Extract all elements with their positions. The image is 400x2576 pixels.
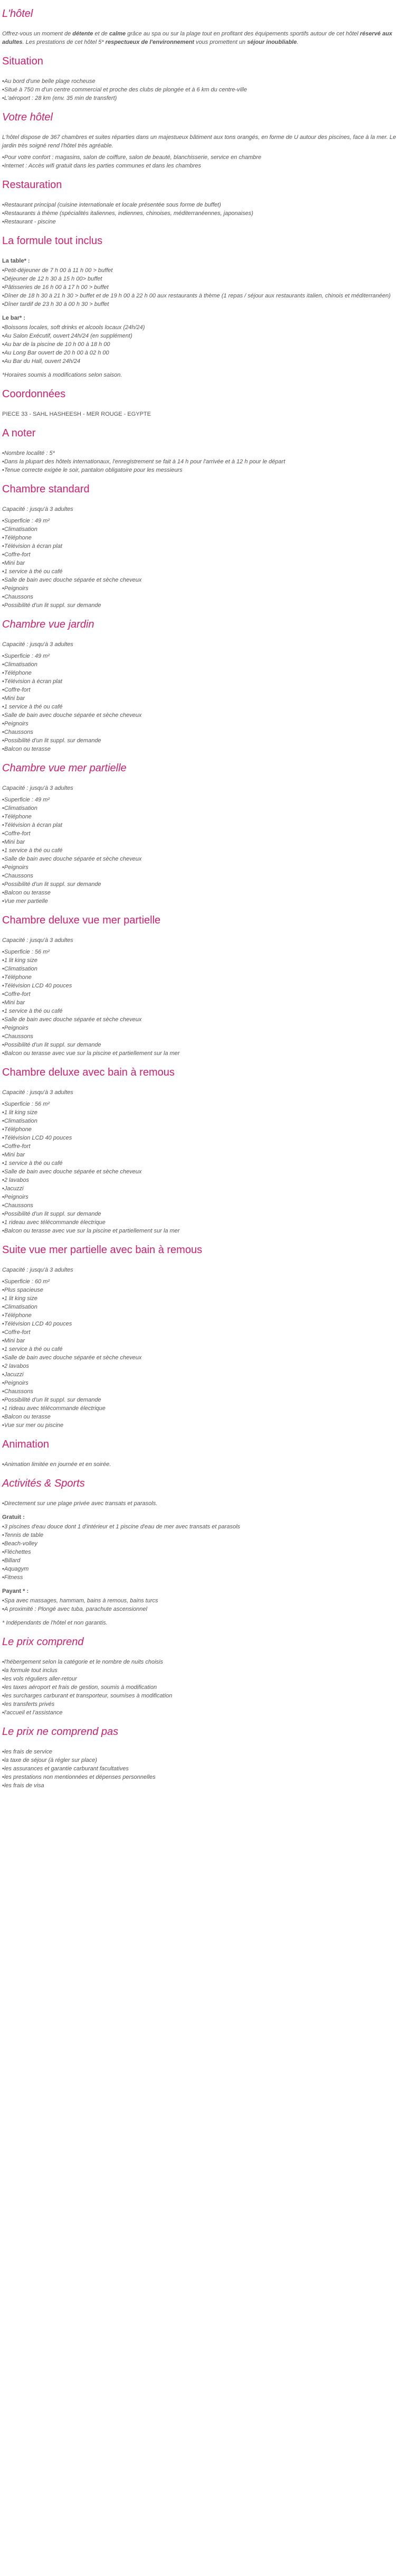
- list-item: • Télévision LCD 40 pouces: [2, 982, 397, 990]
- bullet-list: [2, 1277, 397, 1430]
- list-item: • Climatisation: [2, 965, 397, 973]
- list-item: • Peignoirs: [2, 584, 397, 593]
- section-activites-sports: [2, 1477, 397, 1627]
- list-item: • Balcon ou terasse: [2, 889, 397, 897]
- list-item: • Tenue correcte exigée le soir, pantalon obligatoire pour les messieurs: [2, 466, 397, 474]
- list-item: • Animation limitée en journée et en soirée.: [2, 1460, 397, 1469]
- list-item: • Superficie : 49 m²: [2, 652, 397, 660]
- list-item: • 1 lit king size: [2, 1294, 397, 1303]
- bullet-list: [2, 77, 397, 102]
- section-heading: Votre hôtel: [2, 111, 53, 123]
- footnote: * Indépendants de l'hôtel et non garantis.: [2, 1620, 108, 1626]
- list-item: • Au bord d'une belle plage rocheuse: [2, 77, 397, 86]
- list-item: • Télévision à écran plat: [2, 677, 397, 686]
- list-item: • Peignoirs: [2, 1379, 397, 1387]
- list-item: • Boissons locales, soft drinks et alcools locaux (24h/24): [2, 323, 397, 332]
- list-item: • les frais de service: [2, 1748, 397, 1756]
- list-item: • Coffre-fort: [2, 829, 397, 838]
- list-item: • les transferts privés: [2, 1700, 397, 1709]
- section-heading: Le prix ne comprend pas: [2, 1726, 119, 1738]
- paragraph: PIECE 33 - SAHL HASHEESH - MER ROUGE - EGYPTE: [2, 411, 151, 417]
- list-item: • Coffre-fort: [2, 990, 397, 998]
- list-item: • Plus spacieuse: [2, 1286, 397, 1294]
- section-coordonnees: [2, 388, 397, 418]
- list-item: • L'aéroport : 28 km (env. 35 min de transfert): [2, 94, 397, 102]
- list-item: • les vols réguliers aller-retour: [2, 1675, 397, 1683]
- list-item: • Télévision LCD 40 pouces: [2, 1134, 397, 1142]
- list-item: • Chaussons: [2, 593, 397, 601]
- bullet-list: [2, 517, 397, 610]
- section-heading: Chambre deluxe vue mer partielle: [2, 914, 161, 926]
- list-item: • Possibilité d'un lit suppl. sur demande: [2, 1396, 397, 1404]
- list-item: • Possibilité d'un lit suppl. sur demande: [2, 736, 397, 745]
- list-item: • Beach-volley: [2, 1539, 397, 1548]
- bullet-list: [2, 1499, 397, 1508]
- list-item: • Peignoirs: [2, 1024, 397, 1032]
- list-item: • Télévision LCD 40 pouces: [2, 1320, 397, 1328]
- section-heading: La formule tout inclus: [2, 235, 103, 247]
- section-heading: Activités & Sports: [2, 1478, 85, 1489]
- list-item: • Mini bar: [2, 1337, 397, 1345]
- section-heading: Restauration: [2, 179, 62, 191]
- list-item: • Téléphone: [2, 1125, 397, 1134]
- section-heading: Le prix comprend: [2, 1636, 84, 1648]
- list-item: • Dans la plupart des hôtels internationaux, l'enregistrement se fait à 14 h pour l'arrivée et à 12 h pour le départ: [2, 458, 397, 466]
- subheading: Le bar* :: [2, 315, 26, 321]
- list-item: • Peignoirs: [2, 863, 397, 872]
- list-item: • Climatisation: [2, 660, 397, 669]
- section-heading: Coordonnées: [2, 388, 66, 400]
- list-item: • 1 service à thé ou café: [2, 703, 397, 711]
- list-item: • Téléphone: [2, 813, 397, 821]
- paragraph: Capacité : jusqu'à 3 adultes: [2, 641, 73, 648]
- list-item: • Dîner tardif de 23 h 30 à 00 h 30 > buffet: [2, 300, 397, 309]
- list-item: • Superficie : 56 m²: [2, 1100, 397, 1108]
- list-item: • Téléphone: [2, 973, 397, 982]
- list-item: • Jacuzzi: [2, 1370, 397, 1379]
- list-item: • Téléphone: [2, 669, 397, 677]
- subheading: Gratuit :: [2, 1514, 25, 1520]
- list-item: • Pour votre confort : magasins, salon de coiffure, salon de beauté, blanchisserie, service en chambre: [2, 153, 397, 162]
- list-item: • Situé à 750 m d'un centre commercial et proche des clubs de plongée et à 6 km du centre-ville: [2, 86, 397, 94]
- list-item: • Restaurant - piscine: [2, 218, 397, 226]
- list-item: • Télévision à écran plat: [2, 821, 397, 829]
- list-item: • Salle de bain avec douche séparée et sèche cheveux: [2, 1168, 397, 1176]
- list-item: • Fléchettes: [2, 1548, 397, 1556]
- section-votre-hotel: [2, 111, 397, 170]
- section-la-formule-tout-inclus: [2, 235, 397, 379]
- section-situation: [2, 55, 397, 102]
- paragraph: Capacité : jusqu'à 3 adultes: [2, 506, 73, 512]
- list-item: • 1 service à thé ou café: [2, 567, 397, 576]
- list-item: • A proximité : Plongé avec tuba, parachute ascensionnel: [2, 1605, 397, 1613]
- list-item: • les prestations non mentionnées et dépenses personnelles: [2, 1773, 397, 1781]
- section-chambre-standard: [2, 483, 397, 610]
- list-item: • Billard: [2, 1556, 397, 1565]
- list-item: • Superficie : 60 m²: [2, 1277, 397, 1286]
- list-item: • la taxe de séjour (à régler sur place): [2, 1756, 397, 1765]
- list-item: • Mini bar: [2, 694, 397, 703]
- section-heading: Animation: [2, 1439, 49, 1450]
- list-item: • Au Salon Exécutif, ouvert 24h/24 (en supplément): [2, 332, 397, 340]
- list-item: • Déjeuner de 12 h 30 à 15 h 00> buffet: [2, 275, 397, 283]
- list-item: • Aquagym: [2, 1565, 397, 1573]
- bullet-list: [2, 266, 397, 309]
- list-item: • les assurances et garantie carburant facultatives: [2, 1765, 397, 1773]
- section-le-prix-comprend: [2, 1636, 397, 1717]
- list-item: • 3 piscines d'eau douce dont 1 d'intérieur et 1 piscine d'eau de mer avec transats et parasols: [2, 1523, 397, 1531]
- list-item: • Dîner de 18 h 30 à 21 h 30 > buffet et de 19 h 00 à 22 h 00 aux restaurants à thème (1 repas / séjour aux restaurants italien, chinois et méditerranéen): [2, 292, 397, 300]
- bullet-list: [2, 1658, 397, 1717]
- list-item: • Mini bar: [2, 998, 397, 1007]
- list-item: • Fitness: [2, 1573, 397, 1582]
- list-item: • Salle de bain avec douche séparée et sèche cheveux: [2, 1015, 397, 1024]
- list-item: • Coffre-fort: [2, 686, 397, 694]
- list-item: • Climatisation: [2, 1303, 397, 1311]
- section-heading: Chambre vue jardin: [2, 619, 94, 630]
- section-heading: Chambre vue mer partielle: [2, 762, 127, 774]
- list-item: • Peignoirs: [2, 720, 397, 728]
- paragraph: Capacité : jusqu'à 3 adultes: [2, 1089, 73, 1096]
- list-item: • Salle de bain avec douche séparée et sèche cheveux: [2, 1354, 397, 1362]
- list-item: • Restaurant principal (cuisine internationale et locale présentée sous forme de buffet): [2, 201, 397, 209]
- list-item: • les taxes aéroport et frais de gestion, soumis à modification: [2, 1683, 397, 1692]
- paragraph: Capacité : jusqu'à 3 adultes: [2, 1267, 73, 1273]
- list-item: • 1 service à thé ou café: [2, 1007, 397, 1015]
- list-item: • Mini bar: [2, 1151, 397, 1159]
- section-heading: L'hôtel: [2, 8, 33, 20]
- paragraph: L'hôtel dispose de 367 chambres et suites réparties dans un majestueux bâtiment aux tons orangés, en forme de U autour des piscines, face à la mer. Le jardin très soigné rend l'hôtel très agréable.: [2, 134, 396, 149]
- section-a-noter: [2, 427, 397, 474]
- section-heading: Suite vue mer partielle avec bain à remous: [2, 1244, 203, 1256]
- list-item: • Vue mer partielle: [2, 897, 397, 906]
- footnote: *Horaires soumis à modifications selon saison.: [2, 372, 122, 378]
- section-le-prix-ne-comprend-pas: [2, 1725, 397, 1790]
- list-item: • Coffre-fort: [2, 1328, 397, 1337]
- list-item: • l'hébergement selon la catégorie et le nombre de nuits choisis: [2, 1658, 397, 1666]
- list-item: • l'accueil et l'assistance: [2, 1709, 397, 1717]
- list-item: • Superficie : 49 m²: [2, 517, 397, 525]
- list-item: • Chaussons: [2, 1387, 397, 1396]
- list-item: • Possibilité d'un lit suppl. sur demande: [2, 1041, 397, 1049]
- list-item: • Salle de bain avec douche séparée et sèche cheveux: [2, 855, 397, 863]
- list-item: • Possibilité d'un lit suppl. sur demande: [2, 1210, 397, 1218]
- list-item: • Possibilité d'un lit suppl. sur demande: [2, 880, 397, 889]
- list-item: • 1 service à thé ou café: [2, 846, 397, 855]
- section-heading: Situation: [2, 55, 43, 67]
- bullet-list: [2, 1748, 397, 1790]
- list-item: • Restaurants à thème (spécialités italiennes, indiennes, chinoises, méditerranéennes, japonaises): [2, 209, 397, 218]
- section-chambre-vue-mer-partielle: [2, 762, 397, 906]
- list-item: • Nombre localité : 5*: [2, 449, 397, 458]
- list-item: • Coffre-fort: [2, 1142, 397, 1151]
- list-item: • 2 lavabos: [2, 1362, 397, 1370]
- list-item: • Salle de bain avec douche séparée et sèche cheveux: [2, 576, 397, 584]
- list-item: • 1 lit king size: [2, 956, 397, 965]
- paragraph: Capacité : jusqu'à 3 adultes: [2, 785, 73, 791]
- bullet-list: [2, 1460, 397, 1469]
- section-chambre-deluxe-vue-mer-partielle: [2, 914, 397, 1058]
- section-chambre-vue-jardin: [2, 618, 397, 753]
- list-item: • Directement sur une plage privée avec transats et parasols.: [2, 1499, 397, 1508]
- list-item: • Au Bar du Hall, ouvert 24h/24: [2, 357, 397, 366]
- paragraph: Offrez-vous un moment de détente et de calme grâce au spa ou sur la plage tout en profitant des équipements sportifs autour de cet hôtel réservé aux adultes. Les prestations de cet hôtel 5* respectueux de l'environnement vous promettent un séjour inoubliable.: [2, 31, 393, 45]
- section-heading: A noter: [2, 427, 36, 439]
- list-item: • Téléphone: [2, 534, 397, 542]
- list-item: • Mini bar: [2, 559, 397, 567]
- bullet-list: [2, 201, 397, 226]
- bullet-list: [2, 1100, 397, 1235]
- list-item: • Balcon ou terasse: [2, 1413, 397, 1421]
- list-item: • Balcon ou terasse: [2, 745, 397, 753]
- list-item: • 1 service à thé ou café: [2, 1345, 397, 1354]
- section-heading: Chambre standard: [2, 483, 90, 495]
- bullet-list: [2, 1597, 397, 1613]
- list-item: • Au bar de la piscine de 10 h 00 à 18 h 00: [2, 340, 397, 349]
- list-item: • Vue sur mer ou piscine: [2, 1421, 397, 1430]
- list-item: • Petit-déjeuner de 7 h 00 à 11 h 00 > buffet: [2, 266, 397, 275]
- list-item: • Mini bar: [2, 838, 397, 846]
- list-item: • Climatisation: [2, 1117, 397, 1125]
- list-item: • Balcon ou terasse avec vue sur la piscine et partiellement sur la mer: [2, 1049, 397, 1058]
- section-suite-vue-mer-partielle-avec-bain-a-remous: [2, 1244, 397, 1430]
- list-item: • Jacuzzi: [2, 1184, 397, 1193]
- list-item: • Peignoirs: [2, 1193, 397, 1201]
- list-item: • Chaussons: [2, 1032, 397, 1041]
- bullet-list: [2, 796, 397, 906]
- paragraph: Capacité : jusqu'à 3 adultes: [2, 937, 73, 944]
- bullet-list: [2, 323, 397, 366]
- list-item: • Internet : Accès wifi gratuit dans les parties communes et dans les chambres: [2, 162, 397, 170]
- list-item: • Salle de bain avec douche séparée et sèche cheveux: [2, 711, 397, 720]
- section-animation: [2, 1438, 397, 1469]
- list-item: • Télévision à écran plat: [2, 542, 397, 550]
- list-item: • 2 lavabos: [2, 1176, 397, 1184]
- bullet-list: [2, 948, 397, 1058]
- bullet-list: [2, 449, 397, 474]
- list-item: • Tennis de table: [2, 1531, 397, 1539]
- list-item: • Coffre-fort: [2, 550, 397, 559]
- list-item: • Climatisation: [2, 804, 397, 813]
- subheading: Payant * :: [2, 1588, 29, 1594]
- list-item: • Possibilité d'un lit suppl. sur demande: [2, 601, 397, 610]
- list-item: • Chaussons: [2, 1201, 397, 1210]
- section-heading: Chambre deluxe avec bain à remous: [2, 1067, 175, 1078]
- bullet-list: [2, 153, 397, 170]
- list-item: • Pâtisseries de 16 h 00 à 17 h 00 > buffet: [2, 283, 397, 292]
- list-item: • Climatisation: [2, 525, 397, 534]
- section-restauration: [2, 179, 397, 226]
- list-item: • Téléphone: [2, 1311, 397, 1320]
- list-item: • Superficie : 49 m²: [2, 796, 397, 804]
- list-item: • 1 service à thé ou café: [2, 1159, 397, 1168]
- list-item: • Spa avec massages, hammam, bains à remous, bains turcs: [2, 1597, 397, 1605]
- list-item: • Chaussons: [2, 728, 397, 736]
- list-item: • Superficie : 56 m²: [2, 948, 397, 956]
- section-l-hotel: [2, 7, 397, 46]
- list-item: • 1 rideau avec télécommande électrique: [2, 1404, 397, 1413]
- list-item: • 1 rideau avec télécommande électrique: [2, 1218, 397, 1227]
- bullet-list: [2, 652, 397, 753]
- subheading: La table* :: [2, 258, 30, 264]
- list-item: • 1 lit king size: [2, 1108, 397, 1117]
- list-item: • les surcharges carburant et transporteur, soumises à modification: [2, 1692, 397, 1700]
- list-item: • Au Long Bar ouvert de 20 h 00 à 02 h 00: [2, 349, 397, 357]
- list-item: • Balcon ou terasse avec vue sur la piscine et partiellement sur la mer: [2, 1227, 397, 1235]
- list-item: • les frais de visa: [2, 1781, 397, 1790]
- section-chambre-deluxe-avec-bain-a-remous: [2, 1066, 397, 1235]
- bullet-list: [2, 1523, 397, 1582]
- list-item: • Chaussons: [2, 872, 397, 880]
- list-item: • la formule tout inclus: [2, 1666, 397, 1675]
